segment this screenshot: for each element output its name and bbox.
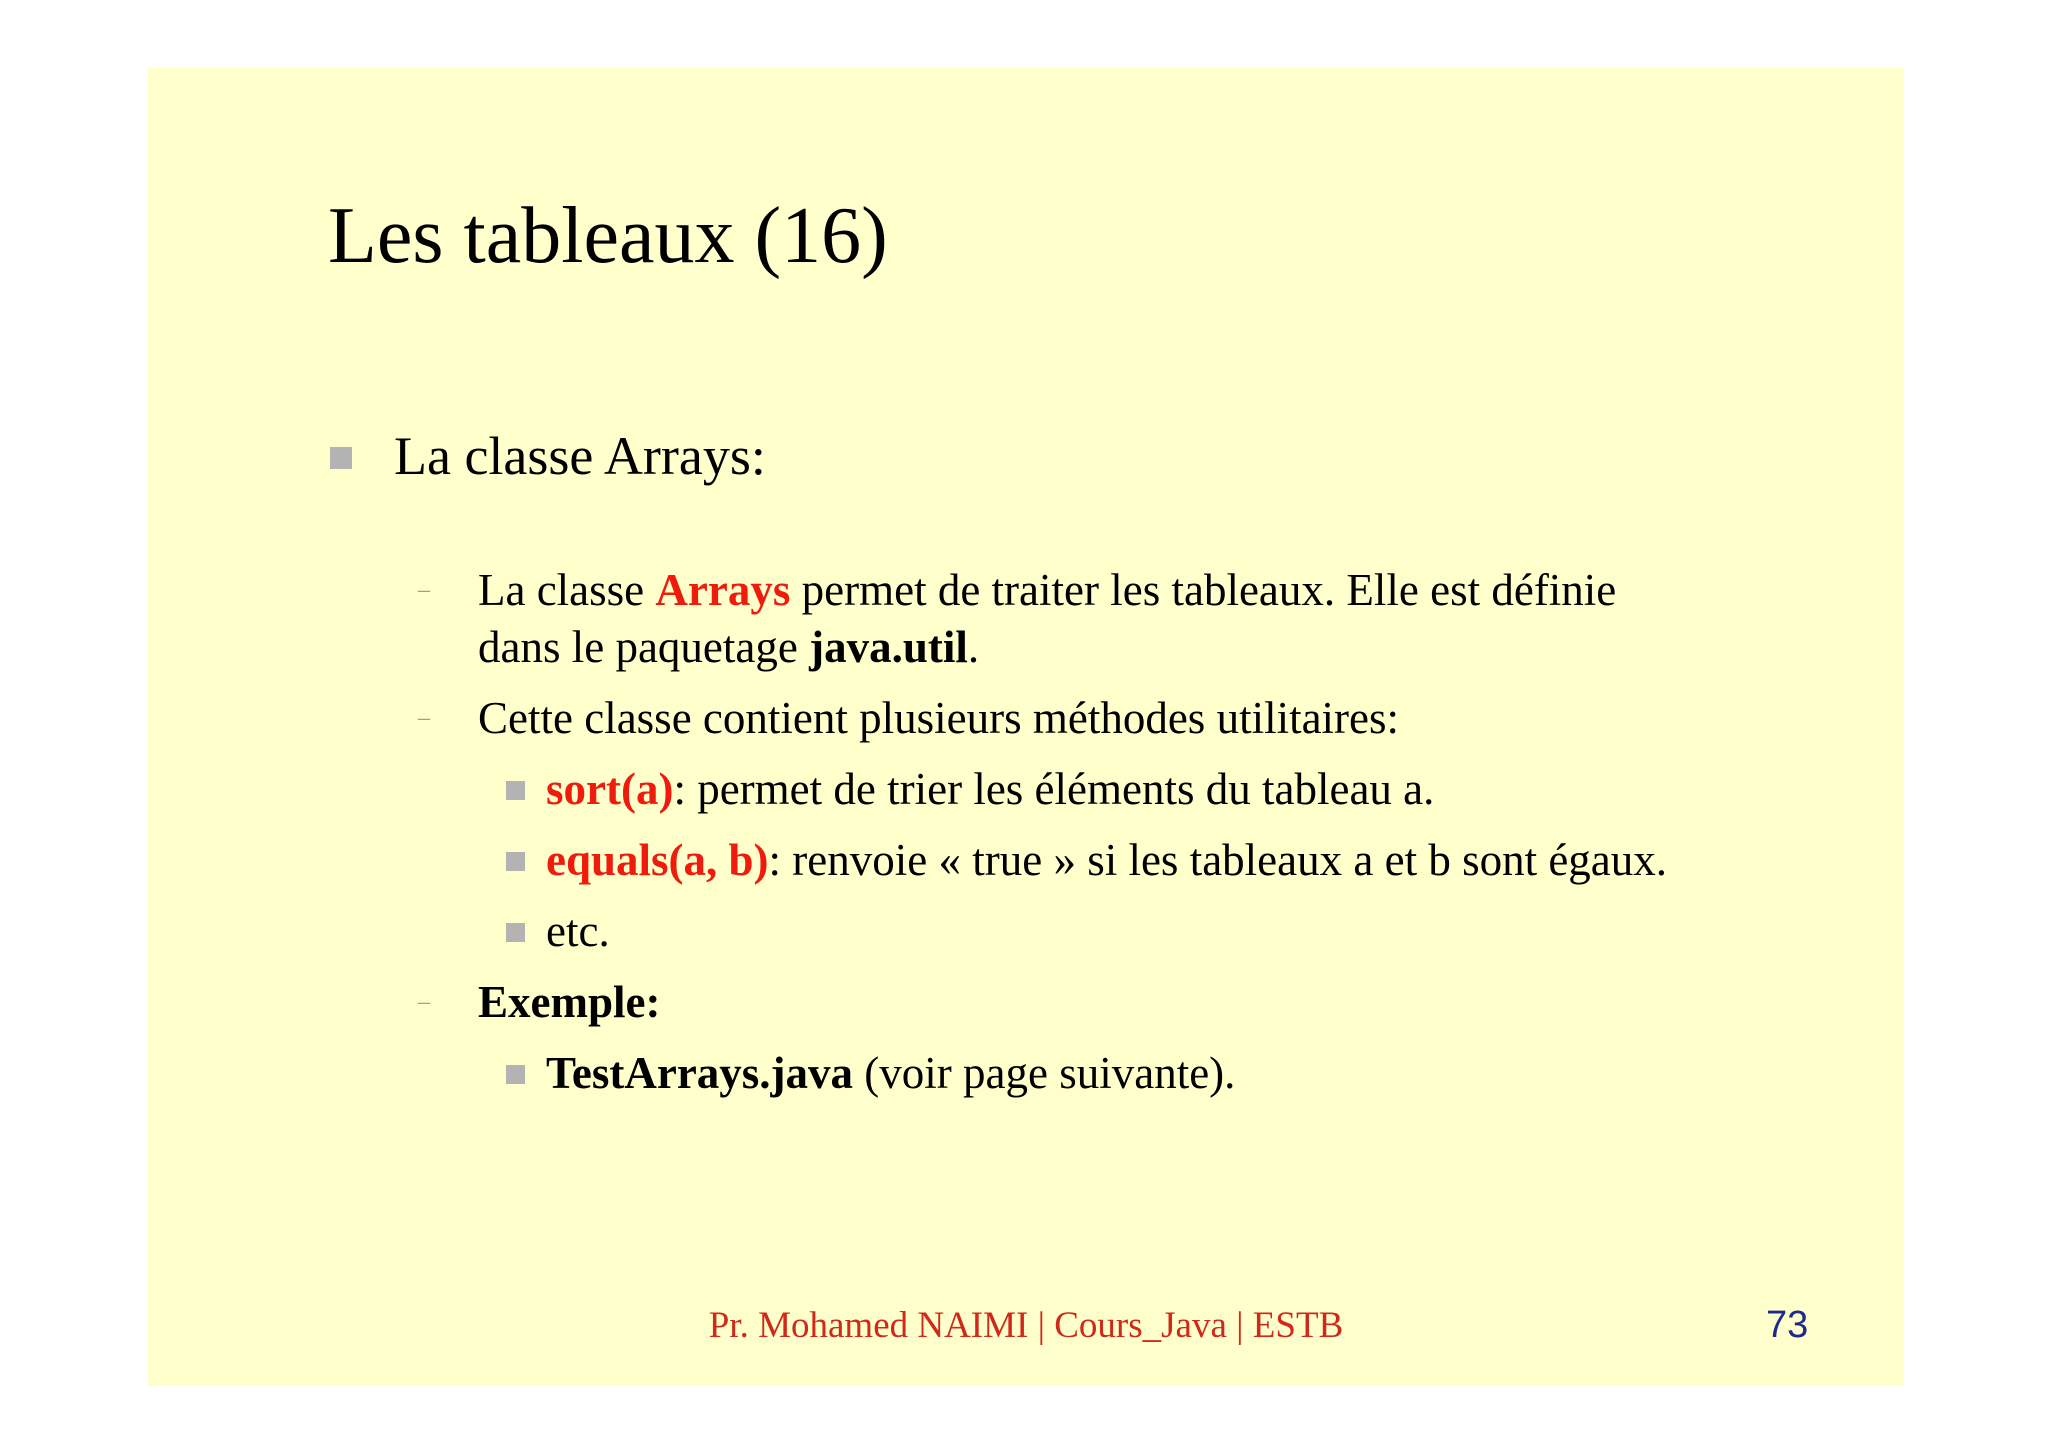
text-segment: .	[967, 622, 980, 672]
text-segment: permet de traiter les tableaux. Elle est définie	[790, 565, 1617, 615]
dash-bullet-icon: –	[418, 989, 430, 1015]
highlight-arrays: Arrays	[655, 565, 791, 615]
example-rest: (voir page suivante).	[853, 1048, 1236, 1098]
square-bullet-icon	[506, 852, 525, 871]
package-name: java.util	[809, 622, 968, 672]
sub-bullet-text: Exemple:	[478, 977, 661, 1027]
etc-text: etc.	[546, 906, 610, 956]
square-bullet-icon	[506, 1065, 525, 1084]
method-desc: : permet de trier les éléments du tableau a.	[673, 764, 1435, 814]
sub-bullet-text: Cette classe contient plusieurs méthodes utilitaires:	[478, 693, 1400, 743]
page-number: 73	[1766, 1304, 1809, 1346]
slide	[148, 68, 1904, 1386]
method-desc: : renvoie « true » si les tableaux a et b sont égaux.	[768, 835, 1668, 885]
dash-bullet-icon: –	[418, 577, 430, 603]
example-text	[546, 1045, 1235, 1102]
text-segment: La classe	[478, 565, 656, 615]
method-text	[546, 761, 1434, 818]
bullet-text: La classe Arrays:	[394, 426, 766, 486]
slide-title: Les tableaux (16)	[328, 192, 888, 280]
square-bullet-icon	[330, 447, 352, 469]
square-bullet-icon	[506, 781, 525, 800]
sub-bullet-text	[478, 562, 1616, 619]
dash-bullet-icon: –	[418, 705, 430, 731]
square-bullet-icon	[506, 923, 525, 942]
method-name: sort(a)	[546, 764, 674, 814]
method-name: equals(a, b)	[546, 835, 769, 885]
method-text	[546, 832, 1667, 889]
sub-bullet-text	[478, 619, 979, 676]
footer-credit: Pr. Mohamed NAIMI | Cours_Java | ESTB	[708, 1305, 1344, 1346]
example-file: TestArrays.java	[546, 1048, 854, 1098]
text-segment: dans le paquetage	[478, 622, 810, 672]
